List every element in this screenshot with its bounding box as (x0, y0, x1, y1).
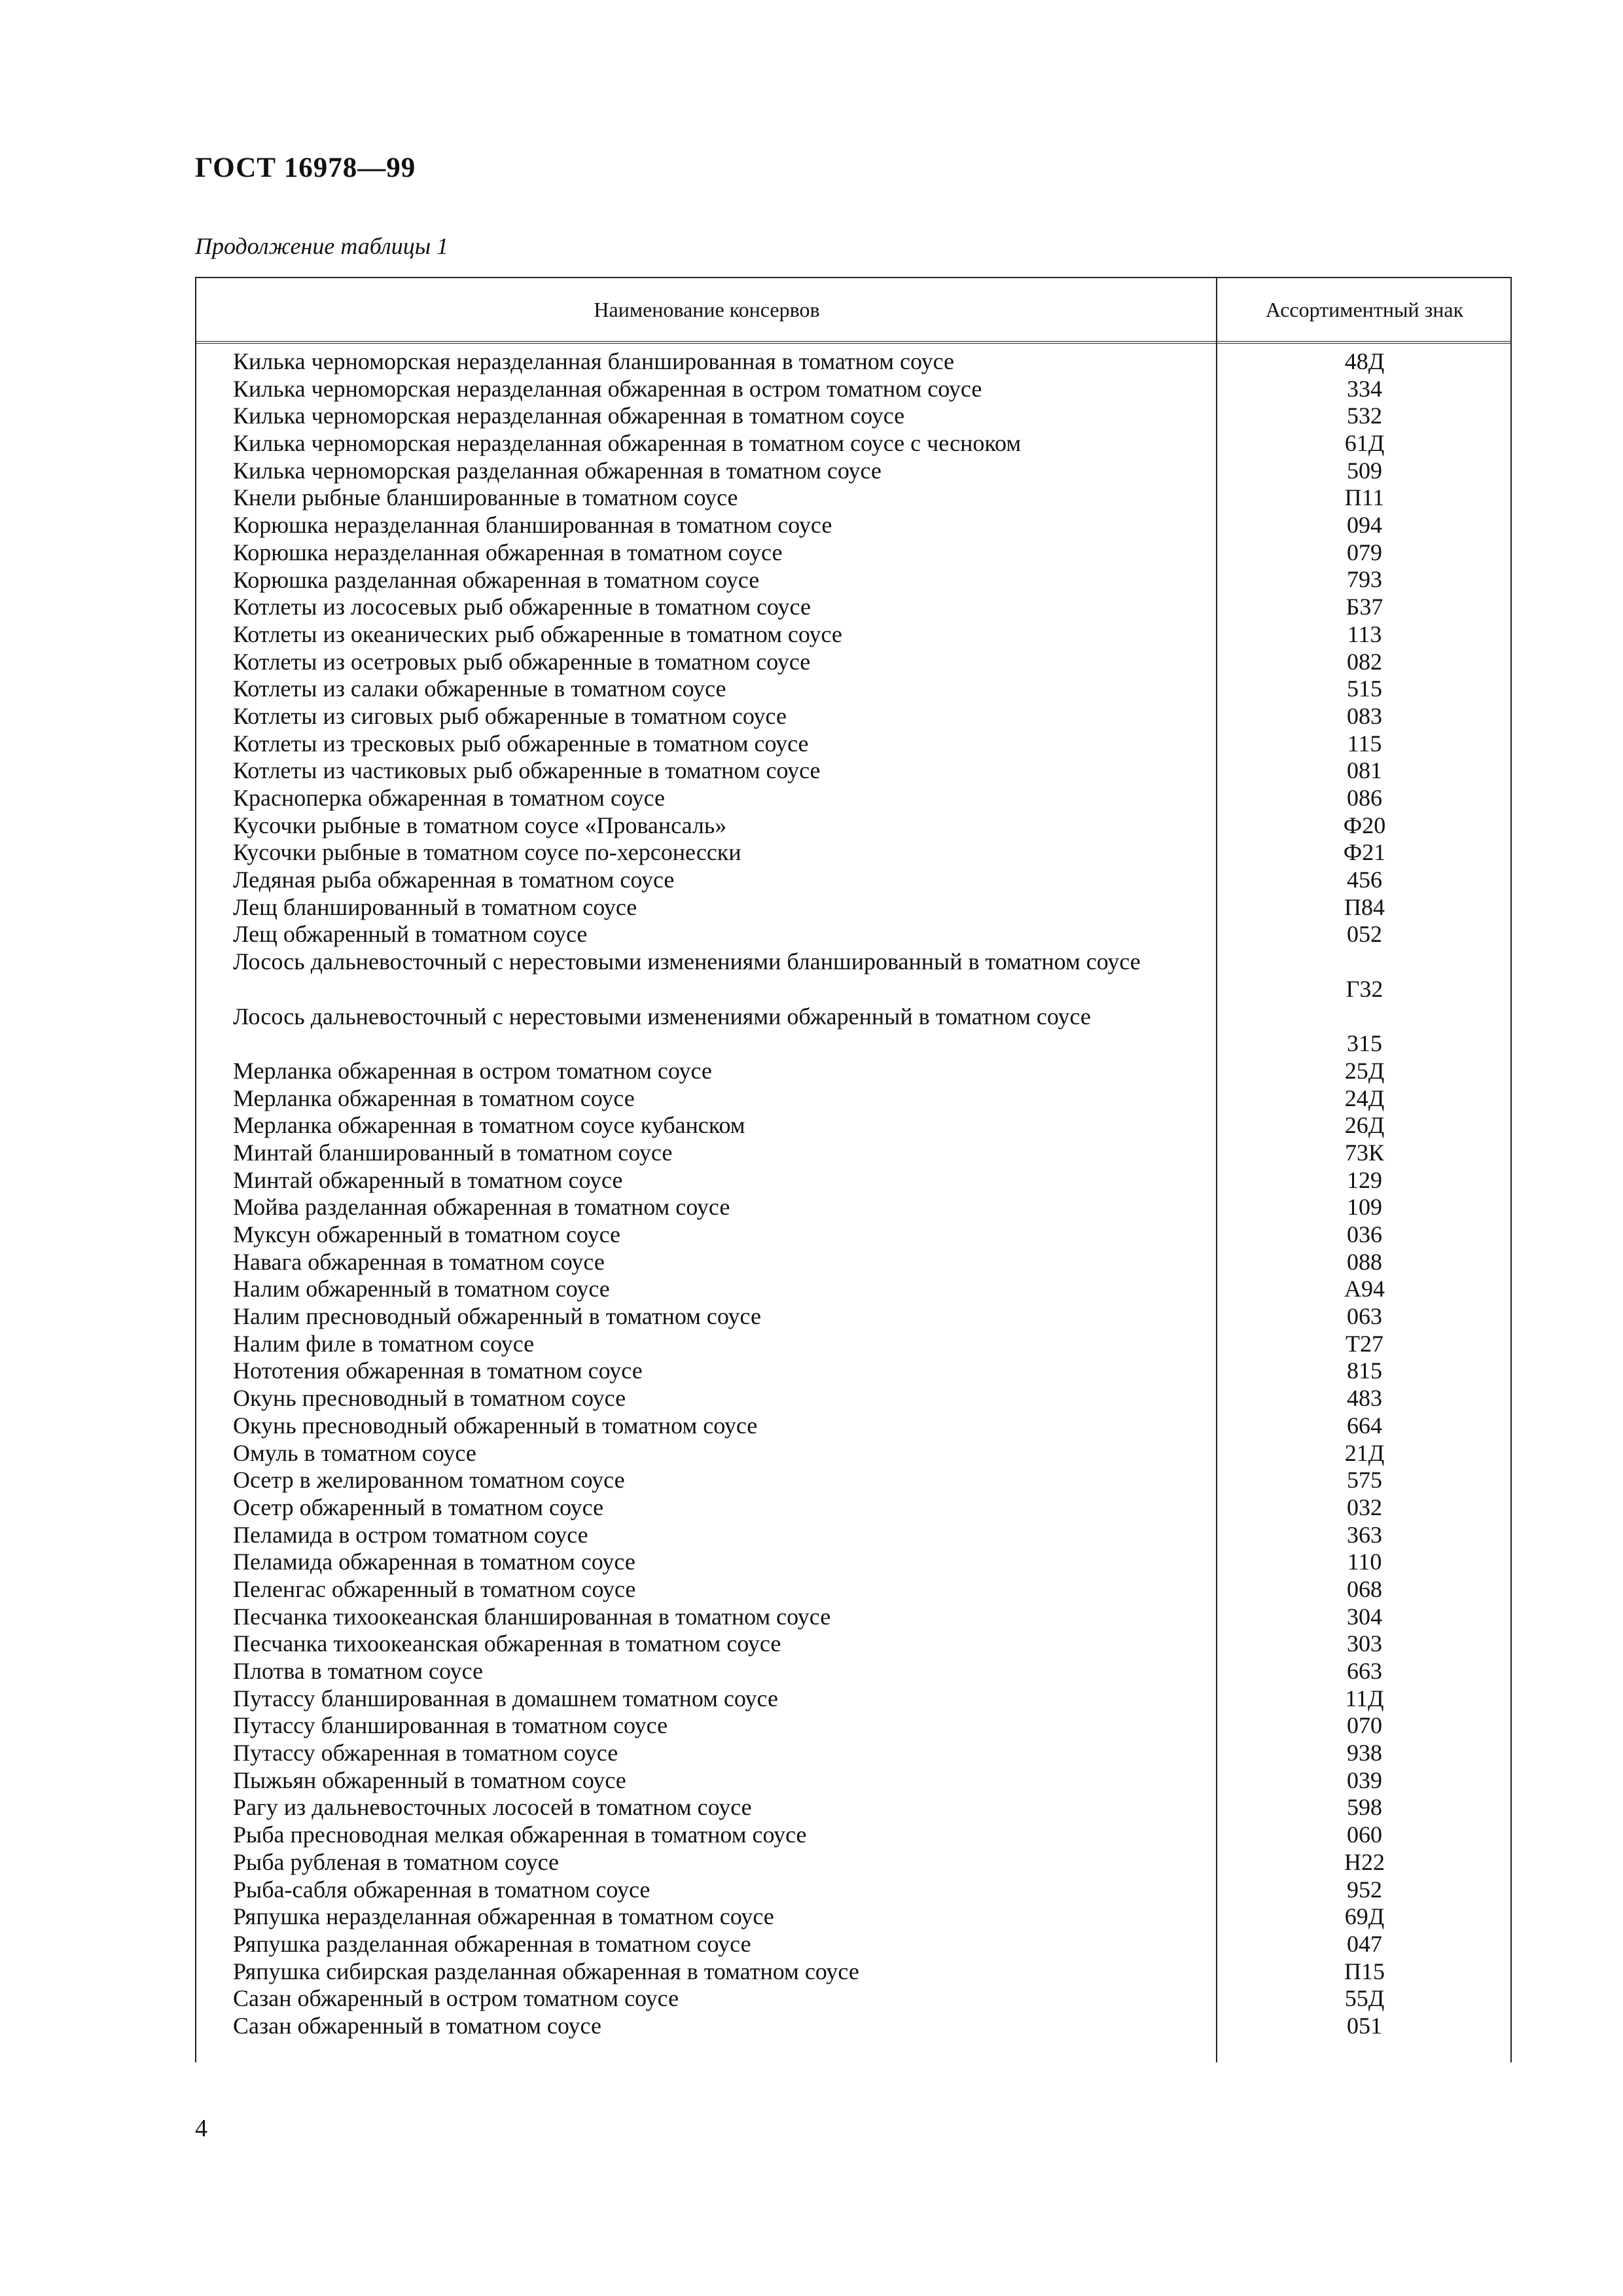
assortment-code: 48Д (1344, 348, 1385, 374)
product-name: Омуль в томатном соусе (233, 1439, 476, 1466)
product-name: Котлеты из океанических рыб обжаренные в томатном соусе (233, 620, 842, 647)
table-row (196, 649, 1510, 676)
table-row (196, 948, 1510, 1003)
assortment-code: 363 (1347, 1521, 1382, 1548)
table-row (196, 1549, 1510, 1576)
product-name: Корюшка неразделанная бланшированная в томатном соусе (233, 512, 832, 539)
product-name: Рыба-сабля обжаренная в томатном соусе (233, 1876, 651, 1903)
assortment-code: 088 (1347, 1248, 1382, 1275)
assortment-code: 082 (1347, 648, 1382, 675)
assortment-code: 815 (1347, 1357, 1382, 1384)
assortment-code: П15 (1344, 1958, 1385, 1984)
table-row (196, 1058, 1510, 1085)
assortment-code: 086 (1347, 784, 1382, 811)
assortment-code: 532 (1347, 403, 1382, 429)
product-name: Муксун обжаренный в томатном соусе (233, 1221, 620, 1248)
table-row (196, 1604, 1510, 1631)
table-row (196, 1767, 1510, 1795)
assortment-code: 039 (1347, 1767, 1382, 1793)
assortment-code: Ф21 (1343, 839, 1386, 866)
table-row (196, 1821, 1510, 1849)
table-row (196, 730, 1510, 758)
product-name: Котлеты из тресковых рыб обжаренные в томатном соусе (233, 730, 809, 757)
product-name: Корюшка разделанная обжаренная в томатном соусе (233, 566, 760, 593)
column-header-name: Наименование консервов (594, 298, 820, 321)
product-name: Мерланка обжаренная в остром томатном соусе (233, 1057, 712, 1084)
assortment-code: Ф20 (1343, 812, 1386, 838)
product-name: Ряпушка разделанная обжаренная в томатном соусе (233, 1930, 751, 1957)
assortment-code: 598 (1347, 1794, 1382, 1821)
table-body (196, 348, 1510, 2040)
table-row (196, 1630, 1510, 1658)
table-row (196, 403, 1510, 430)
assortment-code: 483 (1347, 1385, 1382, 1412)
product-name: Корюшка неразделанная обжаренная в томатном соусе (233, 539, 783, 565)
assortment-code: 081 (1347, 757, 1382, 784)
table-row (196, 1931, 1510, 1958)
table-row (196, 567, 1510, 594)
table-row (196, 348, 1510, 376)
table-header (196, 278, 1510, 344)
assortment-code: 060 (1347, 1821, 1382, 1848)
table-caption: Продолжение таблицы 1 (195, 233, 449, 259)
product-name: Пеламида обжаренная в томатном соусе (233, 1549, 635, 1575)
product-name: Окунь пресноводный в томатном соусе (233, 1385, 626, 1412)
product-name: Рагу из дальневосточных лососей в томатном соусе (233, 1794, 752, 1821)
assortment-code: П84 (1344, 893, 1385, 920)
table-row (196, 1522, 1510, 1549)
assortment-code: 063 (1347, 1303, 1382, 1330)
assortment-code: П11 (1344, 484, 1385, 511)
product-name: Килька черноморская неразделанная обжаренная в томатном соусе (233, 403, 905, 429)
product-name: Осетр обжаренный в томатном соусе (233, 1494, 604, 1520)
assortment-code: 113 (1347, 620, 1382, 647)
table-row (196, 1194, 1510, 1221)
assortment-code: 509 (1347, 457, 1382, 484)
assortment-code: 26Д (1344, 1112, 1385, 1139)
table-row (196, 867, 1510, 894)
product-name: Налим филе в томатном соусе (233, 1330, 535, 1357)
product-name: Кусочки рыбные в томатном соусе «Провансаль» (233, 812, 727, 838)
table-row (196, 1440, 1510, 1467)
product-name: Нототения обжаренная в томатном соусе (233, 1357, 643, 1384)
assortment-code: 051 (1347, 2012, 1382, 2039)
product-name: Сазан обжаренный в томатном соусе (233, 2012, 601, 2039)
assortment-code: 304 (1347, 1603, 1382, 1630)
product-name: Килька черноморская разделанная обжаренная в томатном соусе (233, 457, 882, 484)
table-row (196, 430, 1510, 457)
assortment-code: 109 (1347, 1194, 1382, 1221)
product-name: Котлеты из салаки обжаренные в томатном соусе (233, 675, 726, 702)
product-name: Мерланка обжаренная в томатном соусе кубанском (233, 1112, 745, 1139)
product-name: Котлеты из частиковых рыб обжаренные в томатном соусе (233, 757, 821, 784)
product-name: Налим пресноводный обжаренный в томатном соусе (233, 1303, 761, 1330)
product-name: Плотва в томатном соусе (233, 1658, 483, 1685)
table-row (196, 1249, 1510, 1276)
table-row (196, 1221, 1510, 1249)
assortment-code: 69Д (1344, 1903, 1385, 1930)
table-row (196, 1794, 1510, 1821)
table-row (196, 1112, 1510, 1139)
product-name: Навага обжаренная в томатном соусе (233, 1248, 605, 1275)
assortment-code: 334 (1347, 375, 1382, 402)
product-name: Котлеты из осетровых рыб обжаренные в томатном соусе (233, 648, 811, 675)
product-name: Котлеты из сиговых рыб обжаренные в томатном соусе (233, 702, 787, 729)
table-row (196, 1658, 1510, 1685)
document-code: ГОСТ 16978—99 (195, 152, 416, 183)
table-row (196, 1412, 1510, 1440)
product-name: Ледяная рыба обжаренная в томатном соусе (233, 867, 675, 893)
product-name: Путассу бланшированная в томатном соусе (233, 1712, 668, 1739)
assortment-code: 664 (1347, 1412, 1382, 1439)
product-name: Мойва разделанная обжаренная в томатном соусе (233, 1194, 730, 1221)
assortment-code: 129 (1347, 1166, 1382, 1193)
table-row (196, 1876, 1510, 1904)
table-row (196, 839, 1510, 867)
table-row (196, 1685, 1510, 1713)
table-row (196, 1276, 1510, 1303)
assortment-code: 515 (1347, 675, 1382, 702)
product-name: Килька черноморская неразделанная обжаренная в томатном соусе с чесноком (233, 430, 1022, 457)
product-name: Лосось дальневосточный с нерестовыми изменениями обжаренный в томатном соусе (233, 1003, 1091, 1030)
table-row (196, 2013, 1510, 2040)
table-row (196, 512, 1510, 539)
product-name: Ряпушка неразделанная обжаренная в томатном соусе (233, 1903, 774, 1930)
assortment-code: Н22 (1344, 1848, 1385, 1875)
assortment-code: 25Д (1344, 1057, 1385, 1084)
table-row (196, 1494, 1510, 1522)
table-row (196, 812, 1510, 840)
assortment-code: 303 (1347, 1630, 1382, 1657)
product-name: Сазан обжаренный в остром томатном соусе (233, 1985, 679, 2012)
assortment-code: 952 (1347, 1876, 1382, 1903)
product-name: Пеламида в остром томатном соусе (233, 1521, 588, 1548)
table-row (196, 1985, 1510, 2013)
product-name: Красноперка обжаренная в томатном соусе (233, 785, 665, 811)
product-name: Мерланка обжаренная в томатном соусе (233, 1085, 635, 1111)
assortment-code: 73К (1344, 1139, 1384, 1166)
assortment-code: 24Д (1344, 1085, 1385, 1111)
table-row (196, 921, 1510, 948)
product-name: Песчанка тихоокеанская бланшированная в томатном соусе (233, 1603, 831, 1630)
assortment-table (195, 277, 1512, 2062)
table-row (196, 1139, 1510, 1167)
assortment-code: 663 (1347, 1658, 1382, 1685)
table-row (196, 1903, 1510, 1931)
table-row (196, 484, 1510, 512)
table-row (196, 539, 1510, 567)
assortment-code: 052 (1347, 921, 1382, 948)
assortment-code: 047 (1347, 1930, 1382, 1957)
product-name: Минтай бланшированный в томатном соусе (233, 1139, 673, 1166)
table-row (196, 376, 1510, 403)
product-name: Минтай обжаренный в томатном соусе (233, 1166, 623, 1193)
table-row (196, 1003, 1510, 1058)
product-name: Налим обжаренный в томатном соусе (233, 1276, 610, 1302)
table-row (196, 1167, 1510, 1194)
assortment-code: 793 (1347, 566, 1382, 593)
product-name: Песчанка тихоокеанская обжаренная в томатном соусе (233, 1630, 781, 1657)
product-name: Путассу бланшированная в домашнем томатном соусе (233, 1685, 778, 1712)
table-row (196, 1357, 1510, 1385)
table-row (196, 1958, 1510, 1986)
product-name: Килька черноморская неразделанная бланшированная в томатном соусе (233, 348, 955, 374)
product-name: Пеленгас обжаренный в томатном соусе (233, 1575, 636, 1602)
product-name: Рыба пресноводная мелкая обжаренная в томатном соусе (233, 1821, 807, 1848)
product-name: Кнели рыбные бланшированные в томатном соусе (233, 484, 738, 511)
assortment-code: 036 (1347, 1221, 1382, 1248)
assortment-code: Г32 (1346, 975, 1383, 1002)
page-number: 4 (195, 2115, 207, 2142)
table-row (196, 594, 1510, 621)
product-name: Окунь пресноводный обжаренный в томатном соусе (233, 1412, 758, 1439)
assortment-code: 55Д (1344, 1985, 1385, 2012)
assortment-code: Б37 (1346, 594, 1383, 620)
table-row (196, 757, 1510, 785)
table-row (196, 1740, 1510, 1767)
table-row (196, 457, 1510, 485)
product-name: Кусочки рыбные в томатном соусе по-херсонесски (233, 839, 741, 866)
table-row (196, 1849, 1510, 1876)
table-row (196, 621, 1510, 649)
product-name: Рыба рубленая в томатном соусе (233, 1848, 559, 1875)
product-name: Лосось дальневосточный с нерестовыми изменениями бланшированный в томатном соусе (233, 948, 1141, 975)
table-row (196, 1467, 1510, 1494)
table-row (196, 1303, 1510, 1331)
product-name: Килька черноморская неразделанная обжаренная в остром томатном соусе (233, 375, 982, 402)
assortment-code: 456 (1347, 867, 1382, 893)
table-row (196, 1085, 1510, 1113)
assortment-code: 61Д (1344, 430, 1385, 457)
assortment-code: 079 (1347, 539, 1382, 565)
assortment-code: 115 (1347, 730, 1382, 757)
assortment-code: 068 (1347, 1575, 1382, 1602)
product-name: Котлеты из лососевых рыб обжаренные в томатном соусе (233, 594, 811, 620)
assortment-code: 094 (1347, 512, 1382, 539)
assortment-code: 315 (1347, 1030, 1382, 1057)
assortment-code: 575 (1347, 1467, 1382, 1494)
product-name: Лещ обжаренный в томатном соусе (233, 921, 588, 948)
assortment-code: 110 (1347, 1549, 1382, 1575)
table-row (196, 894, 1510, 922)
product-name: Лещ бланшированный в томатном соусе (233, 893, 637, 920)
assortment-code: 070 (1347, 1712, 1382, 1739)
table-row (196, 1331, 1510, 1358)
table-row (196, 785, 1510, 812)
assortment-code: 938 (1347, 1740, 1382, 1767)
assortment-code: А94 (1344, 1276, 1385, 1302)
assortment-code: 21Д (1344, 1439, 1385, 1466)
product-name: Пыжьян обжаренный в томатном соусе (233, 1767, 626, 1793)
assortment-code: 083 (1347, 702, 1382, 729)
table-row (196, 1712, 1510, 1740)
table-row (196, 675, 1510, 703)
assortment-code: 11Д (1345, 1685, 1384, 1712)
assortment-code: 032 (1347, 1494, 1382, 1520)
product-name: Осетр в желированном томатном соусе (233, 1467, 625, 1494)
assortment-code: Т27 (1346, 1330, 1383, 1357)
column-header-code: Ассортиментный знак (1265, 298, 1464, 321)
product-name: Ряпушка сибирская разделанная обжаренная в томатном соусе (233, 1958, 859, 1984)
table-row (196, 1385, 1510, 1412)
table-row (196, 1576, 1510, 1604)
product-name: Путассу обжаренная в томатном соусе (233, 1740, 618, 1767)
table-row (196, 703, 1510, 730)
